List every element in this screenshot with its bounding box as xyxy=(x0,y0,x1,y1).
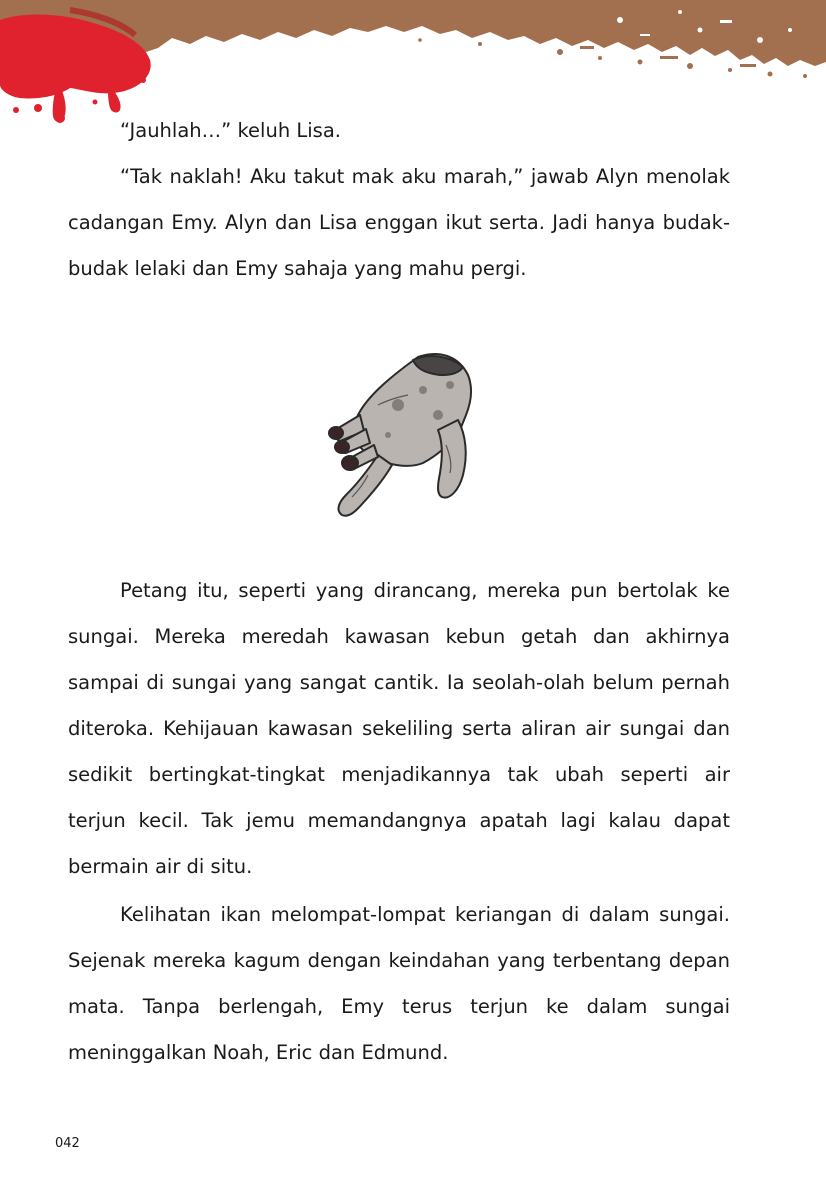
severed-hand-illustration-icon xyxy=(318,345,488,525)
paragraph-2: “Tak naklah! Aku takut mak aku marah,” jawab Alyn menolak cadangan Emy. Alyn dan Lisa enggan ikut serta. Jadi hanya budak-budak lelaki dan Emy sahaja yang mahu pergi. xyxy=(68,165,730,280)
paragraph-1: “Jauhlah…” keluh Lisa. xyxy=(120,119,341,142)
paragraph-4: Kelihatan ikan melompat-lompat keriangan di dalam sungai. Sejenak mereka kagum dengan keindahan yang terbentang depan mata. Tanpa berlengah, Emy terus terjun ke dalam sungai meninggalkan Noah, Eric dan Edmund. xyxy=(68,903,730,1064)
paragraph-3: Petang itu, seperti yang dirancang, mereka pun bertolak ke sungai. Mereka meredah kawasan kebun getah dan akhirnya sampai di sungai yang sangat cantik. Ia seolah-olah belum pernah diteroka. Kehijauan kawasan sekeliling serta aliran air sungai dan sedikit bertingkat-tingkat menjadikannya tak ubah seperti air terjun kecil. Tak jemu memandangnya apatah lagi kalau dapat bermain air di situ. xyxy=(68,579,730,878)
page-number: 042 xyxy=(55,1136,80,1151)
